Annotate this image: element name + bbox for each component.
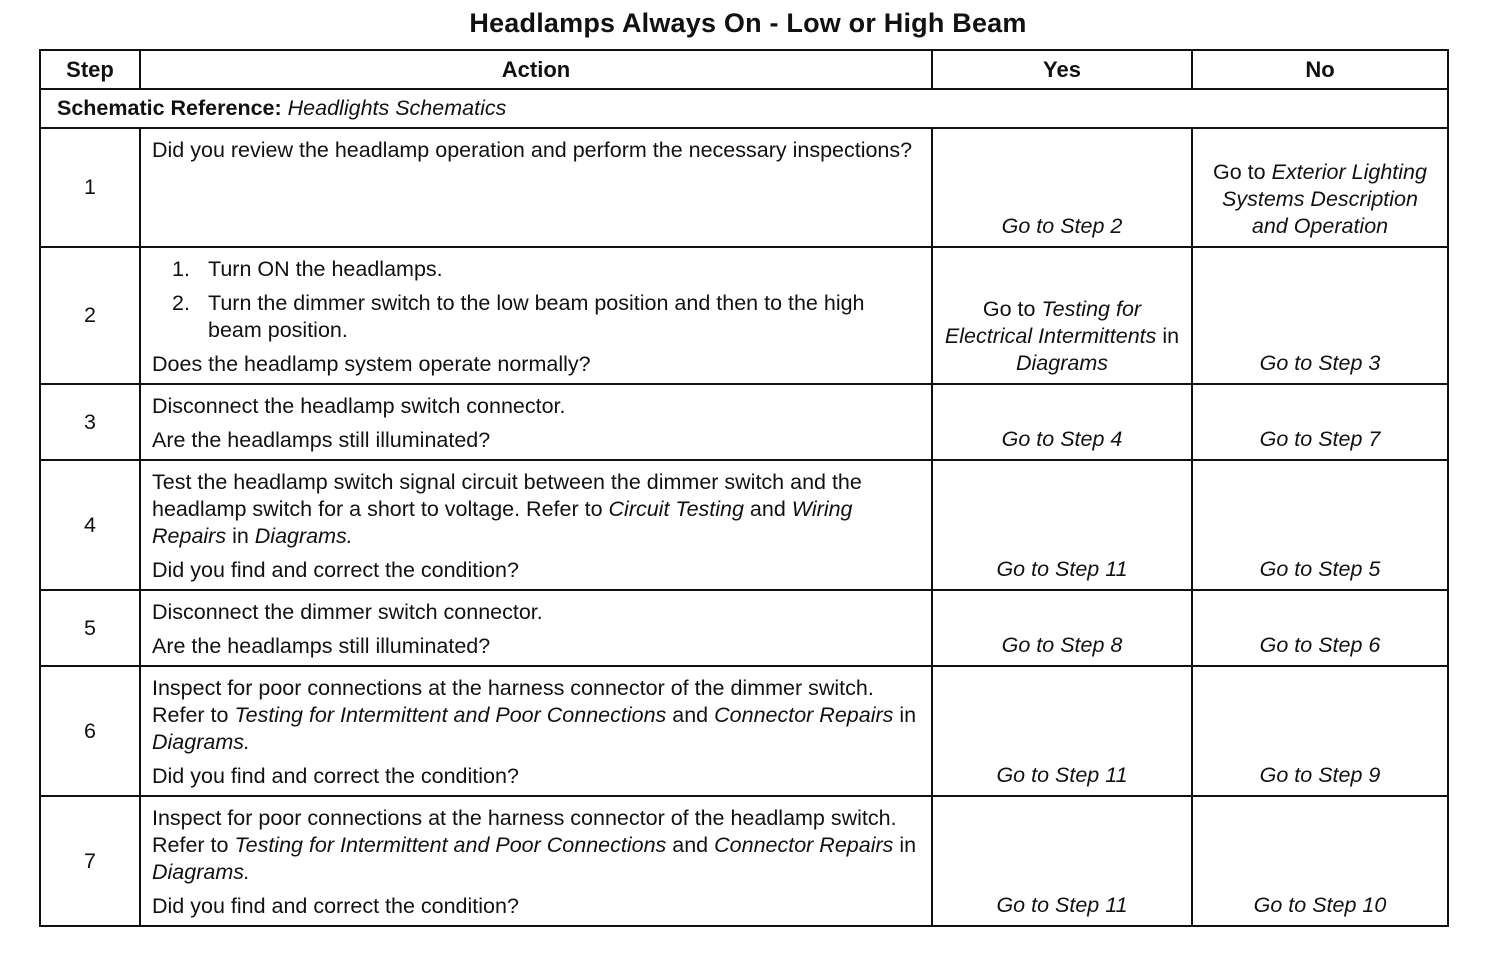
reference-text: Testing for Intermittent and Poor Connections — [234, 703, 667, 727]
schematic-reference-label: Schematic Reference: — [57, 96, 282, 120]
schematic-reference-cell — [40, 89, 1448, 128]
action-paragraph — [152, 393, 923, 420]
table-row — [40, 247, 1448, 384]
page-title: Headlamps Always On - Low or High Beam — [469, 8, 1027, 38]
step-number: 7 — [40, 796, 140, 926]
reference-text: Connector Repairs — [714, 833, 894, 857]
action-text: in — [1156, 324, 1180, 348]
step-column-header: Step — [40, 50, 140, 89]
action-text: Did you find and correct the condition? — [152, 894, 519, 918]
no-column-header: No — [1192, 50, 1448, 89]
reference-text: Wiring Repairs — [152, 497, 853, 548]
action-list-item — [152, 256, 923, 283]
yes-cell — [932, 128, 1192, 247]
yes-cell — [932, 247, 1192, 384]
action-paragraph — [152, 633, 923, 660]
action-text: Disconnect the dimmer switch connector. — [152, 600, 543, 624]
step-number: 6 — [40, 666, 140, 796]
list-item-text: Turn ON the headlamps. — [208, 257, 443, 281]
action-cell — [140, 590, 932, 666]
no-cell — [1192, 666, 1448, 796]
no-cell — [1192, 460, 1448, 590]
action-cell — [140, 247, 932, 384]
action-text: Inspect for poor connections at the harness connector of the dimmer switch. Refer to — [152, 676, 874, 727]
yes-result-link[interactable]: Go to Step 11 — [996, 557, 1128, 581]
yes-cell — [932, 384, 1192, 460]
table-row — [40, 796, 1448, 926]
list-item-text: Turn the dimmer switch to the low beam position and then to the high beam position. — [208, 291, 865, 342]
reference-text: Diagrams. — [254, 524, 353, 548]
action-text: and — [743, 497, 792, 521]
no-cell — [1192, 590, 1448, 666]
action-cell — [140, 666, 932, 796]
action-text: Are the headlamps still illuminated? — [152, 428, 491, 452]
action-text: Test the headlamp switch signal circuit between the dimmer switch and the headlamp switch for a short to voltage. Refer to — [152, 470, 862, 521]
reference-text: Exterior Lighting Systems Description and Operation — [1222, 160, 1427, 238]
table-row — [40, 384, 1448, 460]
action-paragraph — [152, 427, 923, 454]
action-text: Did you review the headlamp operation and perform the necessary inspections? — [152, 138, 913, 162]
action-column-header: Action — [140, 50, 932, 89]
table-row — [40, 460, 1448, 590]
yes-cell — [932, 796, 1192, 926]
no-result-link[interactable]: Go to Step 3 — [1259, 351, 1381, 375]
step-number: 5 — [40, 590, 140, 666]
action-text: in — [893, 703, 917, 727]
action-text: Go to — [1213, 160, 1272, 184]
action-paragraph — [152, 763, 923, 790]
action-text: Did you find and correct the condition? — [152, 764, 519, 788]
no-result-link[interactable]: Go to Step 7 — [1259, 427, 1381, 451]
action-cell — [140, 796, 932, 926]
yes-column-header: Yes — [932, 50, 1192, 89]
action-paragraph — [152, 675, 923, 756]
action-paragraph — [152, 805, 923, 886]
no-result-link[interactable]: Go to Step 9 — [1259, 763, 1381, 787]
action-paragraph — [152, 351, 923, 378]
no-result-link[interactable]: Go to Step 5 — [1259, 557, 1381, 581]
step-number: 3 — [40, 384, 140, 460]
yes-result-link[interactable]: Go to Step 2 — [1001, 214, 1123, 238]
table-row — [40, 666, 1448, 796]
yes-cell — [932, 460, 1192, 590]
schematic-reference-link[interactable]: Headlights Schematics — [287, 96, 507, 120]
list-item-number: 1. — [172, 257, 190, 281]
action-text: in — [893, 833, 917, 857]
reference-text: Diagrams — [1016, 351, 1108, 375]
reference-text: Circuit Testing — [608, 497, 744, 521]
action-steps-list — [152, 256, 923, 344]
yes-cell — [932, 590, 1192, 666]
schematic-reference-row — [40, 89, 1448, 128]
action-text: Go to — [982, 297, 1042, 321]
action-paragraph — [152, 599, 923, 626]
action-cell — [140, 460, 932, 590]
no-cell — [1192, 796, 1448, 926]
yes-result-link[interactable]: Go to Step 11 — [996, 763, 1128, 787]
table-row — [40, 128, 1448, 247]
no-cell — [1192, 384, 1448, 460]
action-cell — [140, 128, 932, 247]
yes-result-link[interactable]: Go to Step 8 — [1001, 633, 1123, 657]
reference-text: Testing for Intermittent and Poor Connections — [234, 833, 667, 857]
action-text: Does the headlamp system operate normally? — [152, 352, 591, 376]
no-result-link[interactable]: Go to Step 6 — [1259, 633, 1381, 657]
action-text: Inspect for poor connections at the harness connector of the headlamp switch. Refer to — [152, 806, 897, 857]
no-result-link[interactable]: Go to Step 10 — [1253, 893, 1387, 917]
action-paragraph — [152, 893, 923, 920]
action-paragraph — [152, 469, 923, 550]
header-row — [40, 50, 1448, 89]
action-list-item — [152, 290, 923, 344]
action-text: and — [666, 833, 715, 857]
action-text: Did you find and correct the condition? — [152, 558, 519, 582]
action-text: and — [666, 703, 715, 727]
step-number: 1 — [40, 128, 140, 247]
action-text: Are the headlamps still illuminated? — [152, 634, 491, 658]
no-cell — [1192, 247, 1448, 384]
action-cell — [140, 384, 932, 460]
action-text: Disconnect the headlamp switch connector. — [152, 394, 566, 418]
table-row — [40, 590, 1448, 666]
reference-text: Diagrams. — [152, 860, 250, 884]
action-paragraph — [152, 557, 923, 584]
step-number: 4 — [40, 460, 140, 590]
step-number: 2 — [40, 247, 140, 384]
reference-text: Diagrams. — [152, 730, 250, 754]
reference-text: Testing for Electrical Intermittents — [944, 297, 1157, 348]
reference-text: Connector Repairs — [714, 703, 894, 727]
yes-result-link[interactable]: Go to Step 4 — [1001, 427, 1123, 451]
diagnostic-table — [39, 49, 1449, 927]
action-paragraph — [152, 137, 923, 164]
action-text: in — [226, 524, 255, 548]
yes-result-link[interactable]: Go to Step 11 — [996, 893, 1128, 917]
no-cell — [1192, 128, 1448, 247]
list-item-number: 2. — [172, 291, 190, 315]
yes-cell — [932, 666, 1192, 796]
